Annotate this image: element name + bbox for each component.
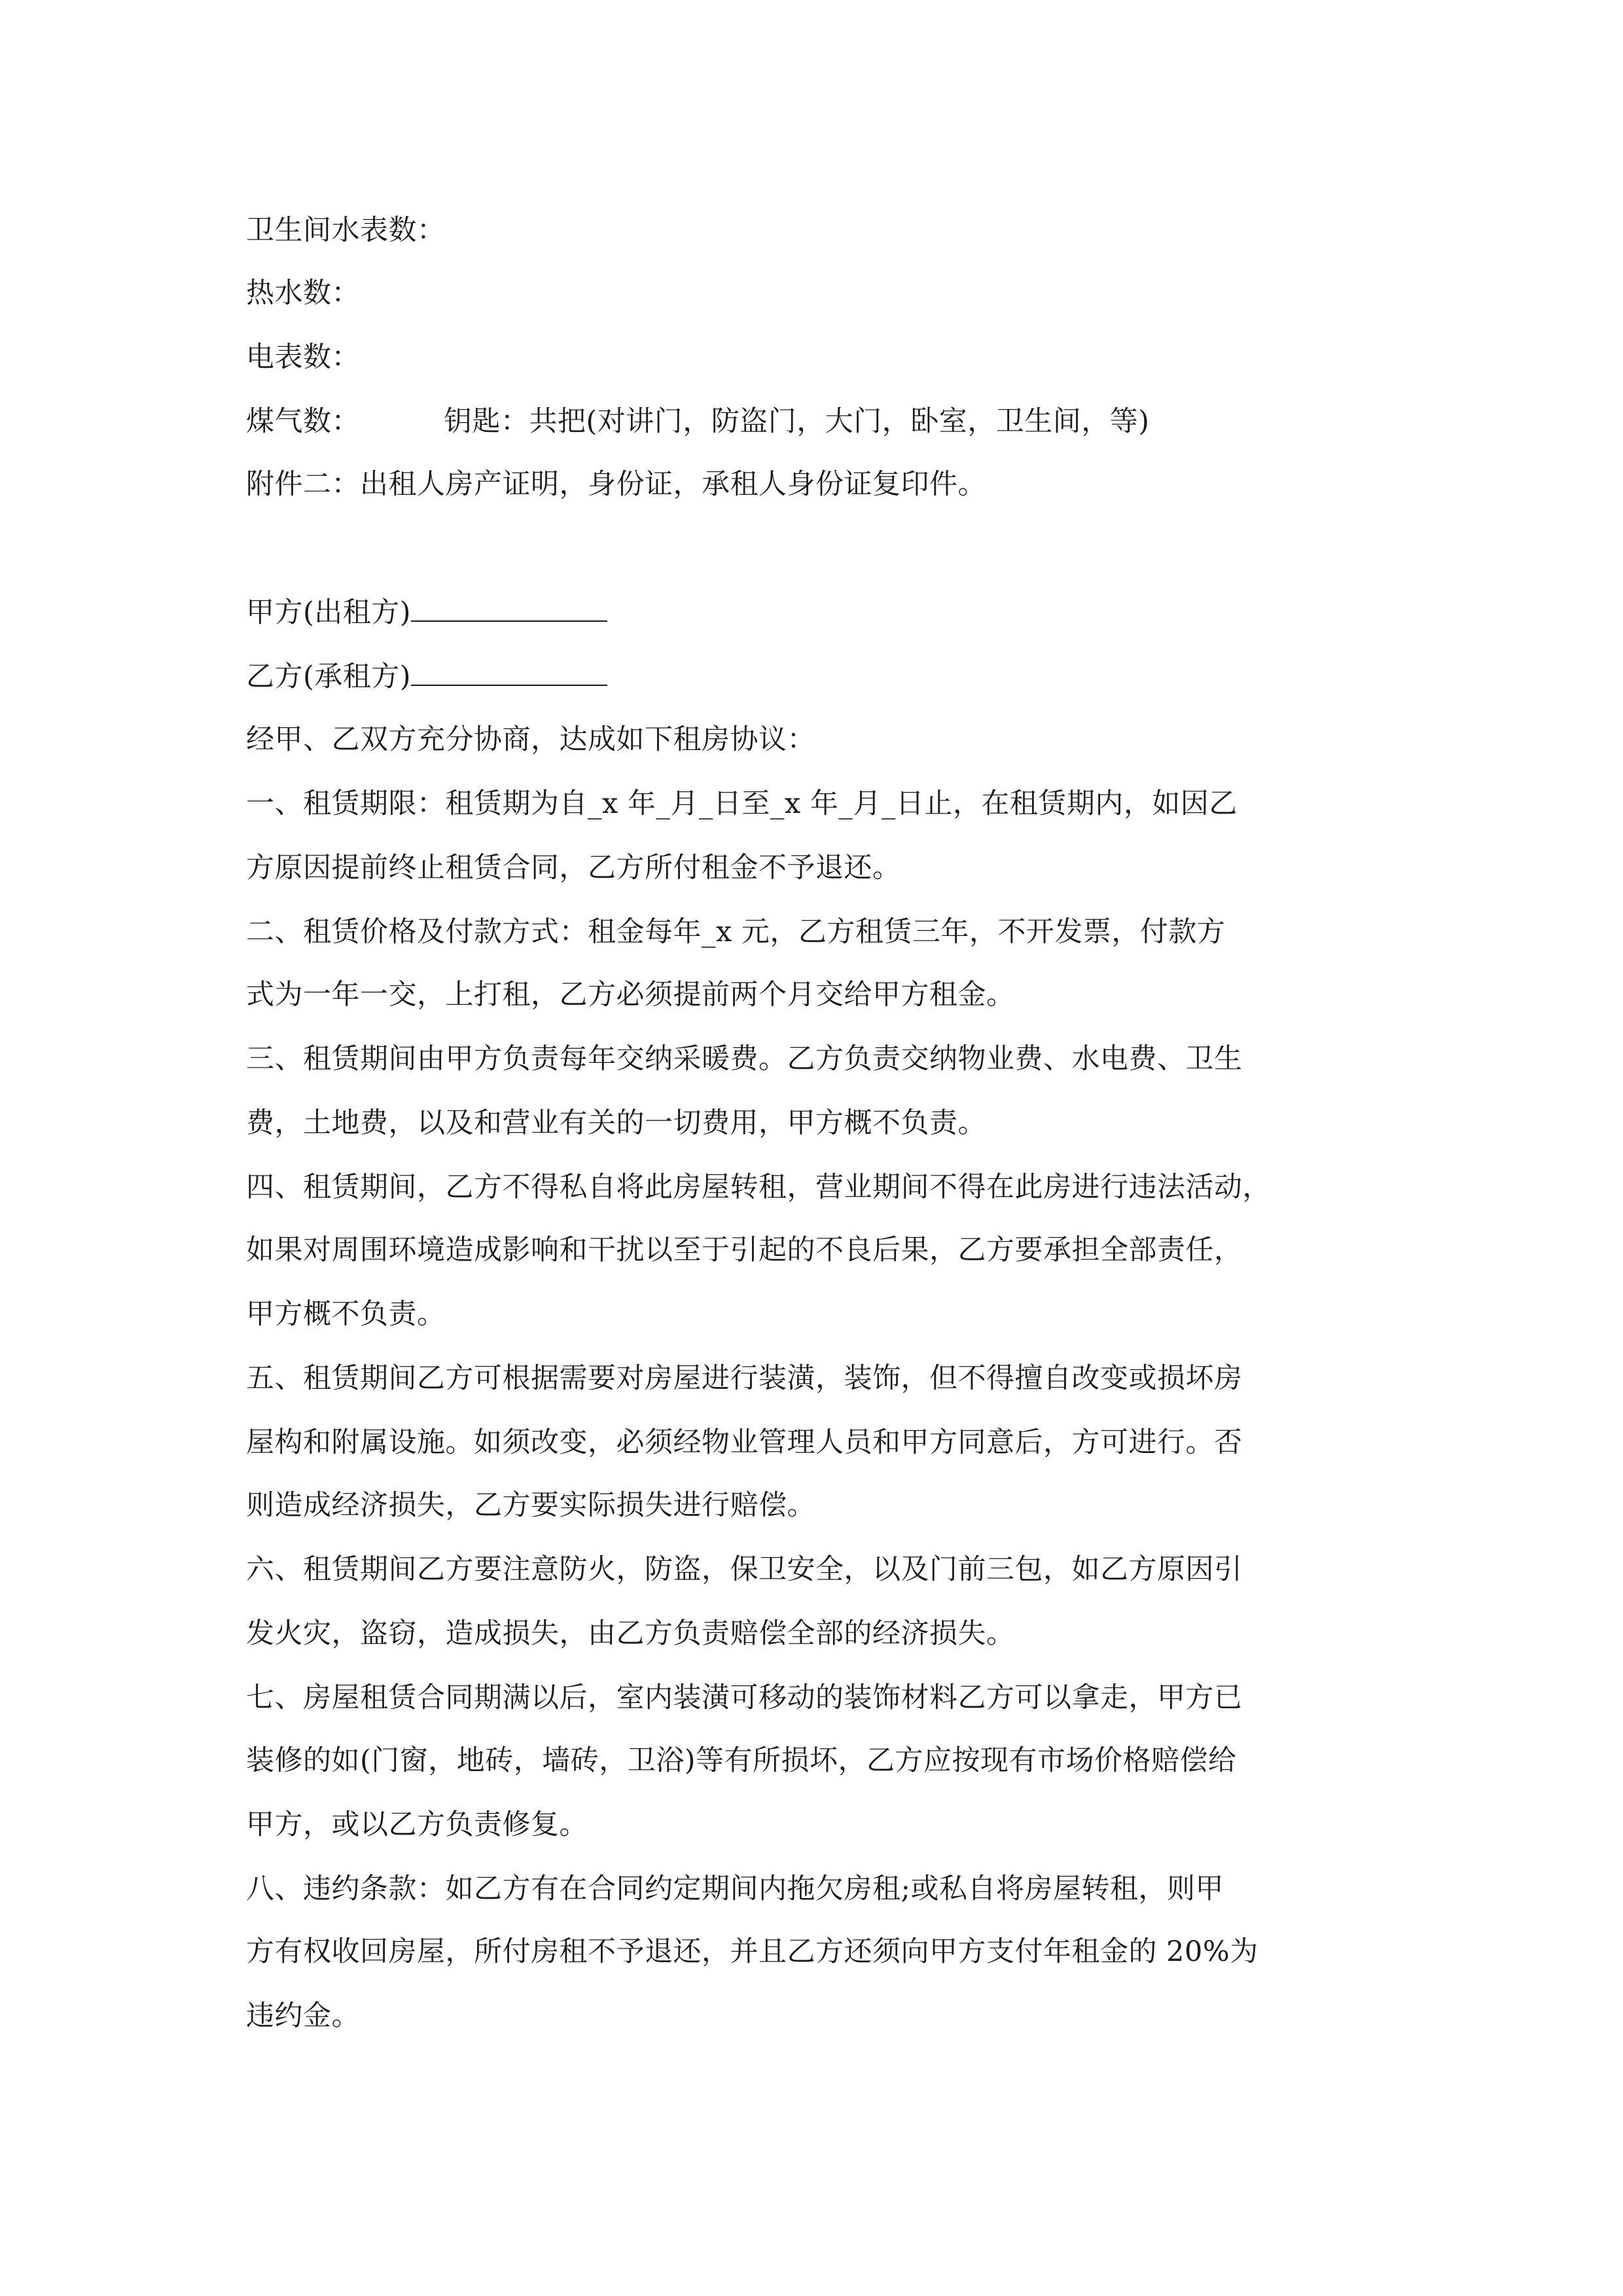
- clause-5-line-1: 五、租赁期间乙方可根据需要对房屋进行装潢，装饰，但不得擅自改变或损坏房: [246, 1362, 1243, 1395]
- clause-7-line-2: 装修的如(门窗，地砖，墙砖，卫浴)等有所损坏，乙方应按现有市场价格赔偿给: [246, 1744, 1237, 1777]
- clause-7-line-1: 七、房屋租赁合同期满以后，室内装潢可移动的装饰材料乙方可以拿走，甲方已: [246, 1681, 1243, 1714]
- party-b-label: 乙方(承租方): [246, 660, 412, 693]
- party-a-signature-blank: [411, 594, 607, 622]
- clause-8-line-3: 违约金。: [246, 2000, 360, 2032]
- clause-2-line-1: 二、租赁价格及付款方式：租金每年_x 元，乙方租赁三年，不开发票，付款方: [246, 916, 1226, 948]
- keys-text: 钥匙：共把(对讲门，防盗门，大门，卧室，卫生间，等): [444, 405, 1150, 438]
- clause-6-line-1: 六、租赁期间乙方要注意防火，防盗，保卫安全，以及门前三包，如乙方原因引: [246, 1553, 1243, 1586]
- clause-1-line-1: 一、租赁期限：租赁期为自_x 年_月_日至_x 年_月_日止，在租赁期内，如因乙: [246, 787, 1238, 820]
- bathroom-water-meter-line: 卫生间水表数：: [246, 214, 446, 247]
- hot-water-meter-line: 热水数：: [246, 277, 360, 310]
- attachment-two-line: 附件二：出租人房产证明，身份证，承租人身份证复印件。: [246, 468, 986, 501]
- party-a-line: [246, 590, 607, 630]
- clause-6-line-2: 发火灾，盗窃，造成损失，由乙方负责赔偿全部的经济损失。: [246, 1617, 1015, 1650]
- electricity-meter-line: 电表数：: [246, 341, 360, 374]
- party-b-signature-blank: [411, 658, 607, 686]
- gas-meter-label: 煤气数：: [246, 405, 360, 438]
- clause-3-line-1: 三、租赁期间由甲方负责每年交纳采暖费。乙方负责交纳物业费、水电费、卫生: [246, 1043, 1243, 1075]
- clause-4-line-3: 甲方概不负责。: [246, 1298, 446, 1331]
- clause-7-line-3: 甲方，或以乙方负责修复。: [246, 1808, 588, 1841]
- clause-1-line-2: 方原因提前终止租赁合同，乙方所付租金不予退还。: [246, 852, 901, 884]
- party-b-line: [246, 655, 607, 694]
- clause-4-line-2: 如果对周围环境造成影响和干扰以至于引起的不良后果，乙方要承担全部责任，: [246, 1234, 1243, 1266]
- clause-8-line-1: 八、违约条款：如乙方有在合同约定期间内拖欠房租;或私自将房屋转租，则甲: [246, 1873, 1224, 1905]
- clause-4-line-1: 四、租赁期间，乙方不得私自将此房屋转租，营业期间不得在此房进行违法活动，: [246, 1171, 1271, 1204]
- clause-5-line-3: 则造成经济损失，乙方要实际损失进行赔偿。: [246, 1489, 815, 1522]
- party-a-label: 甲方(出租方): [246, 596, 412, 629]
- agreement-intro: 经甲、乙双方充分协商，达成如下租房协议：: [246, 723, 815, 756]
- clause-2-line-2: 式为一年一交，上打租，乙方必须提前两个月交给甲方租金。: [246, 978, 1015, 1011]
- clause-8-line-2: 方有权收回房屋，所付房租不予退还，并且乙方还须向甲方支付年租金的 20%为: [246, 1935, 1258, 1968]
- clause-5-line-2: 屋构和附属设施。如须改变，必须经物业管理人员和甲方同意后，方可进行。否: [246, 1426, 1243, 1459]
- gas-meter-line: [246, 399, 1150, 439]
- clause-3-line-2: 费，土地费，以及和营业有关的一切费用，甲方概不负责。: [246, 1107, 986, 1139]
